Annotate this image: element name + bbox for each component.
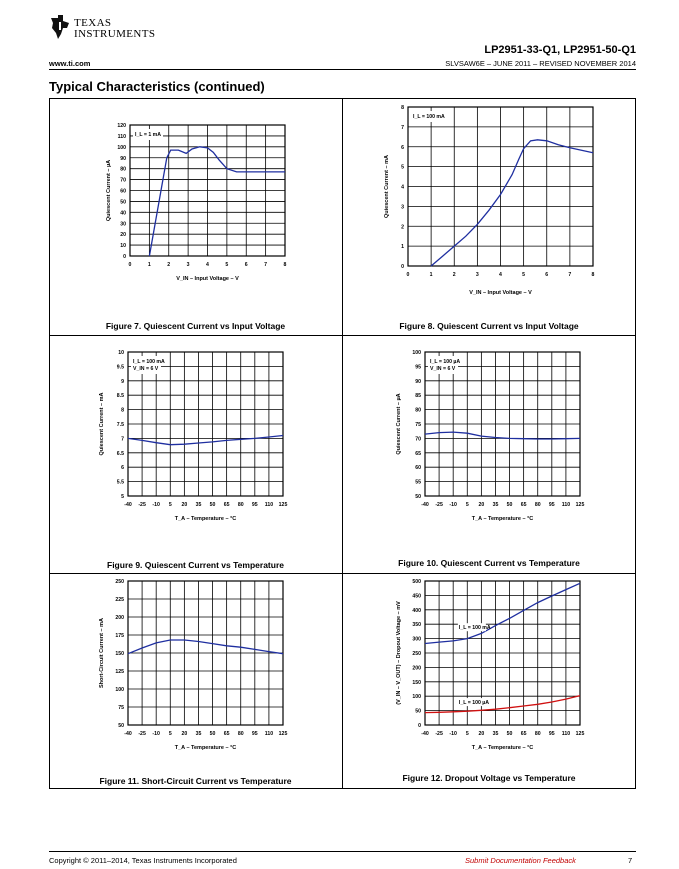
x-tick-label: 20	[478, 502, 485, 508]
x-tick-label: 125	[575, 731, 585, 737]
grid-divider-vertical	[342, 98, 343, 789]
x-tick-label: 5	[465, 731, 469, 737]
x-tick-label: 8	[283, 262, 287, 268]
figure-12-chart	[390, 576, 595, 756]
x-tick-label: 6	[244, 262, 248, 268]
y-tick-label: 75	[118, 705, 124, 711]
y-tick-label: 6	[121, 465, 124, 472]
y-tick-label: 225	[115, 597, 124, 603]
figure-9-chart	[93, 345, 298, 530]
grid-divider-1	[49, 335, 636, 336]
x-tick-label: 7	[264, 262, 268, 268]
x-tick-label: 4	[499, 272, 502, 278]
figure-7-caption: Figure 7. Quiescent Current vs Input Voltage	[105, 321, 286, 331]
y-axis-label: (V_IN – V_OUT) – Dropout Voltage – mV	[396, 601, 402, 705]
y-tick-label: 100	[117, 144, 126, 151]
x-tick-label: 110	[264, 502, 274, 508]
y-tick-label: 150	[412, 679, 421, 686]
x-tick-label: 95	[251, 731, 258, 737]
y-tick-label: 110	[117, 133, 126, 140]
x-tick-label: 1	[429, 272, 433, 278]
figure-12-caption: Figure 12. Dropout Voltage vs Temperature	[402, 773, 576, 783]
x-tick-label: 35	[492, 502, 499, 508]
x-tick-label: 110	[561, 502, 571, 508]
series-line	[425, 432, 580, 439]
figure-8-caption: Figure 8. Quiescent Current vs Input Voltage	[399, 321, 579, 331]
x-tick-label: -25	[435, 731, 443, 737]
y-tick-label: 200	[115, 615, 124, 621]
figure-11-caption: Figure 11. Short-Circuit Current vs Temperature	[99, 776, 292, 786]
x-tick-label: -10	[449, 502, 457, 508]
x-tick-label: -40	[421, 731, 429, 737]
x-tick-label: -40	[124, 502, 132, 508]
y-tick-label: 6	[401, 144, 404, 151]
y-tick-label: 10	[120, 243, 126, 250]
y-tick-label: 150	[115, 651, 124, 657]
x-tick-label: -10	[449, 731, 457, 737]
y-tick-label: 65	[415, 450, 421, 457]
series-line	[128, 640, 283, 654]
series-label-100ma: I_L = 100 mA	[458, 625, 491, 632]
x-tick-label: 1	[147, 262, 151, 268]
figure-10-chart	[390, 345, 595, 530]
x-tick-label: 50	[506, 502, 513, 508]
y-tick-label: 7.5	[116, 422, 124, 428]
x-tick-label: 50	[506, 731, 513, 737]
y-tick-label: 70	[120, 177, 126, 184]
y-tick-label: 2	[401, 224, 404, 231]
x-tick-label: -40	[124, 731, 132, 737]
x-tick-label: 65	[520, 502, 527, 508]
part-numbers: LP2951-33-Q1, LP2951-50-Q1	[484, 44, 636, 56]
footer-rule	[49, 851, 636, 852]
x-tick-label: 7	[568, 272, 572, 278]
x-tick-label: 80	[534, 731, 541, 737]
y-tick-label: 60	[120, 188, 126, 195]
brand-line-2: INSTRUMENTS	[74, 28, 156, 40]
x-tick-label: 95	[251, 502, 258, 508]
y-tick-label: 40	[120, 210, 126, 217]
y-tick-label: 80	[120, 166, 126, 173]
ti-logo	[49, 14, 71, 40]
y-tick-label: 5	[121, 494, 124, 500]
series-line	[431, 140, 593, 266]
ti-logo-icon	[49, 14, 71, 40]
doc-revision: SLVSAW6E – JUNE 2011 – REVISED NOVEMBER 2014	[445, 59, 636, 68]
y-tick-label: 400	[412, 607, 421, 614]
y-tick-label: 8	[121, 407, 124, 414]
x-tick-label: 5	[522, 272, 526, 278]
y-tick-label: 5.5	[116, 479, 124, 486]
x-tick-label: 65	[223, 502, 230, 508]
y-tick-label: 90	[120, 155, 126, 162]
annotation-text: V_IN = 6 V	[133, 366, 159, 372]
y-tick-label: 100	[115, 687, 124, 693]
y-tick-label: 1	[401, 244, 404, 251]
y-tick-label: 70	[415, 436, 421, 443]
submit-feedback-link[interactable]: Submit Documentation Feedback	[465, 856, 576, 865]
y-axis-label: Quiescent Current – µA	[396, 393, 402, 455]
copyright: Copyright © 2011–2014, Texas Instruments Incorporated	[49, 856, 237, 865]
x-tick-label: 3	[186, 262, 190, 268]
figure-8-chart	[378, 98, 606, 303]
x-tick-label: 5	[465, 502, 469, 508]
y-tick-label: 50	[120, 199, 126, 206]
x-tick-label: 110	[561, 731, 571, 737]
x-tick-label: 65	[223, 731, 230, 737]
y-tick-label: 200	[412, 665, 421, 672]
section-title: Typical Characteristics (continued)	[49, 79, 265, 94]
x-tick-label: -25	[138, 731, 146, 737]
y-tick-label: 350	[412, 622, 421, 629]
y-tick-label: 0	[401, 264, 404, 270]
website-link[interactable]: www.ti.com	[49, 59, 91, 68]
x-tick-label: 80	[534, 502, 541, 508]
y-tick-label: 100	[412, 350, 421, 356]
y-tick-label: 500	[412, 579, 421, 585]
header-rule	[49, 69, 636, 70]
y-tick-label: 300	[412, 636, 421, 643]
annotation-text: I_L = 100 mA	[133, 359, 165, 365]
y-tick-label: 85	[415, 393, 421, 400]
page-number: 7	[628, 856, 633, 865]
x-tick-label: 0	[406, 272, 410, 278]
x-tick-label: 6	[545, 272, 549, 278]
y-tick-label: 5	[401, 164, 404, 171]
y-tick-label: 250	[115, 579, 124, 585]
y-tick-label: 0	[123, 254, 126, 260]
y-tick-label: 100	[412, 694, 421, 701]
figure-10-caption: Figure 10. Quiescent Current vs Temperature	[398, 558, 580, 568]
y-tick-label: 90	[415, 378, 421, 385]
figure-7-chart	[100, 116, 300, 291]
y-tick-label: 7	[401, 124, 404, 131]
x-tick-label: -40	[421, 502, 429, 508]
series-line	[128, 436, 283, 445]
y-tick-label: 50	[415, 708, 421, 715]
x-tick-label: -10	[152, 502, 160, 508]
y-tick-label: 120	[117, 123, 126, 129]
y-tick-label: 95	[415, 364, 421, 371]
y-tick-label: 10	[118, 350, 124, 356]
y-tick-label: 50	[118, 723, 124, 729]
x-tick-label: 5	[168, 731, 172, 737]
x-tick-label: 3	[475, 272, 479, 278]
y-tick-label: 50	[415, 494, 421, 500]
y-tick-label: 80	[415, 407, 421, 414]
y-tick-label: 125	[115, 669, 124, 675]
x-axis-label: T_A – Temperature – °C	[471, 516, 534, 522]
y-tick-label: 3	[401, 204, 404, 211]
annotation-text: V_IN = 6 V	[430, 366, 456, 372]
y-tick-label: 30	[120, 221, 126, 228]
annotation-text: I_L = 100 µA	[430, 359, 461, 365]
brand-line-1: TEXAS	[74, 17, 112, 29]
x-tick-label: 20	[181, 502, 188, 508]
x-tick-label: 50	[209, 731, 216, 737]
x-tick-label: -10	[152, 731, 160, 737]
y-axis-label: Short-Circuit Current – mA	[99, 618, 105, 688]
y-tick-label: 9	[121, 378, 124, 385]
x-tick-label: 4	[206, 262, 209, 268]
y-tick-label: 4	[401, 184, 404, 191]
x-tick-label: 35	[492, 731, 499, 737]
y-axis-label: Quiescent Current – mA	[384, 155, 390, 218]
x-tick-label: 80	[237, 502, 244, 508]
x-axis-label: V_IN – Input Voltage – V	[469, 290, 532, 296]
y-tick-label: 175	[115, 633, 124, 639]
y-tick-label: 20	[120, 232, 126, 239]
x-tick-label: -25	[138, 502, 146, 508]
x-tick-label: 2	[167, 262, 171, 268]
x-tick-label: 2	[452, 272, 456, 278]
annotation-text: I_L = 100 mA	[413, 114, 445, 120]
y-tick-label: 250	[412, 651, 421, 657]
x-tick-label: -25	[435, 502, 443, 508]
x-tick-label: 20	[181, 731, 188, 737]
x-tick-label: 125	[278, 502, 288, 508]
series-label-100ua: I_L = 100 µA	[458, 700, 490, 707]
series-line	[425, 696, 580, 713]
series-line	[425, 583, 580, 643]
y-tick-label: 6.5	[116, 450, 124, 457]
y-tick-label: 8.5	[116, 393, 124, 400]
x-tick-label: 8	[591, 272, 595, 278]
x-axis-label: T_A – Temperature – °C	[174, 516, 237, 522]
x-tick-label: 35	[195, 502, 202, 508]
x-tick-label: 5	[225, 262, 229, 268]
x-tick-label: 125	[278, 731, 288, 737]
x-tick-label: 5	[168, 502, 172, 508]
y-tick-label: 0	[418, 723, 421, 729]
y-tick-label: 75	[415, 422, 421, 428]
annotation-text: I_L = 1 mA	[135, 132, 161, 138]
x-axis-label: T_A – Temperature – °C	[471, 745, 534, 751]
x-tick-label: 110	[264, 731, 274, 737]
y-axis-label: Quiescent Current – µA	[106, 159, 112, 222]
figure-9-caption: Figure 9. Quiescent Current vs Temperature	[107, 560, 284, 570]
y-tick-label: 450	[412, 593, 421, 600]
y-tick-label: 7	[121, 436, 124, 443]
x-tick-label: 80	[237, 731, 244, 737]
x-tick-label: 20	[478, 731, 485, 737]
y-tick-label: 60	[415, 465, 421, 472]
y-axis-label: Quiescent Current – mA	[99, 392, 105, 456]
x-axis-label: T_A – Temperature – °C	[174, 745, 237, 751]
x-tick-label: 35	[195, 731, 202, 737]
y-tick-label: 55	[415, 479, 421, 486]
x-tick-label: 95	[548, 502, 555, 508]
x-tick-label: 50	[209, 502, 216, 508]
y-tick-label: 8	[401, 105, 404, 111]
x-tick-label: 65	[520, 731, 527, 737]
x-tick-label: 0	[128, 262, 132, 268]
figure-11-chart	[93, 576, 298, 756]
grid-divider-2	[49, 573, 636, 574]
y-tick-label: 9.5	[116, 364, 124, 371]
x-axis-label: V_IN – Input Voltage – V	[176, 276, 239, 282]
x-tick-label: 125	[575, 502, 585, 508]
x-tick-label: 95	[548, 731, 555, 737]
